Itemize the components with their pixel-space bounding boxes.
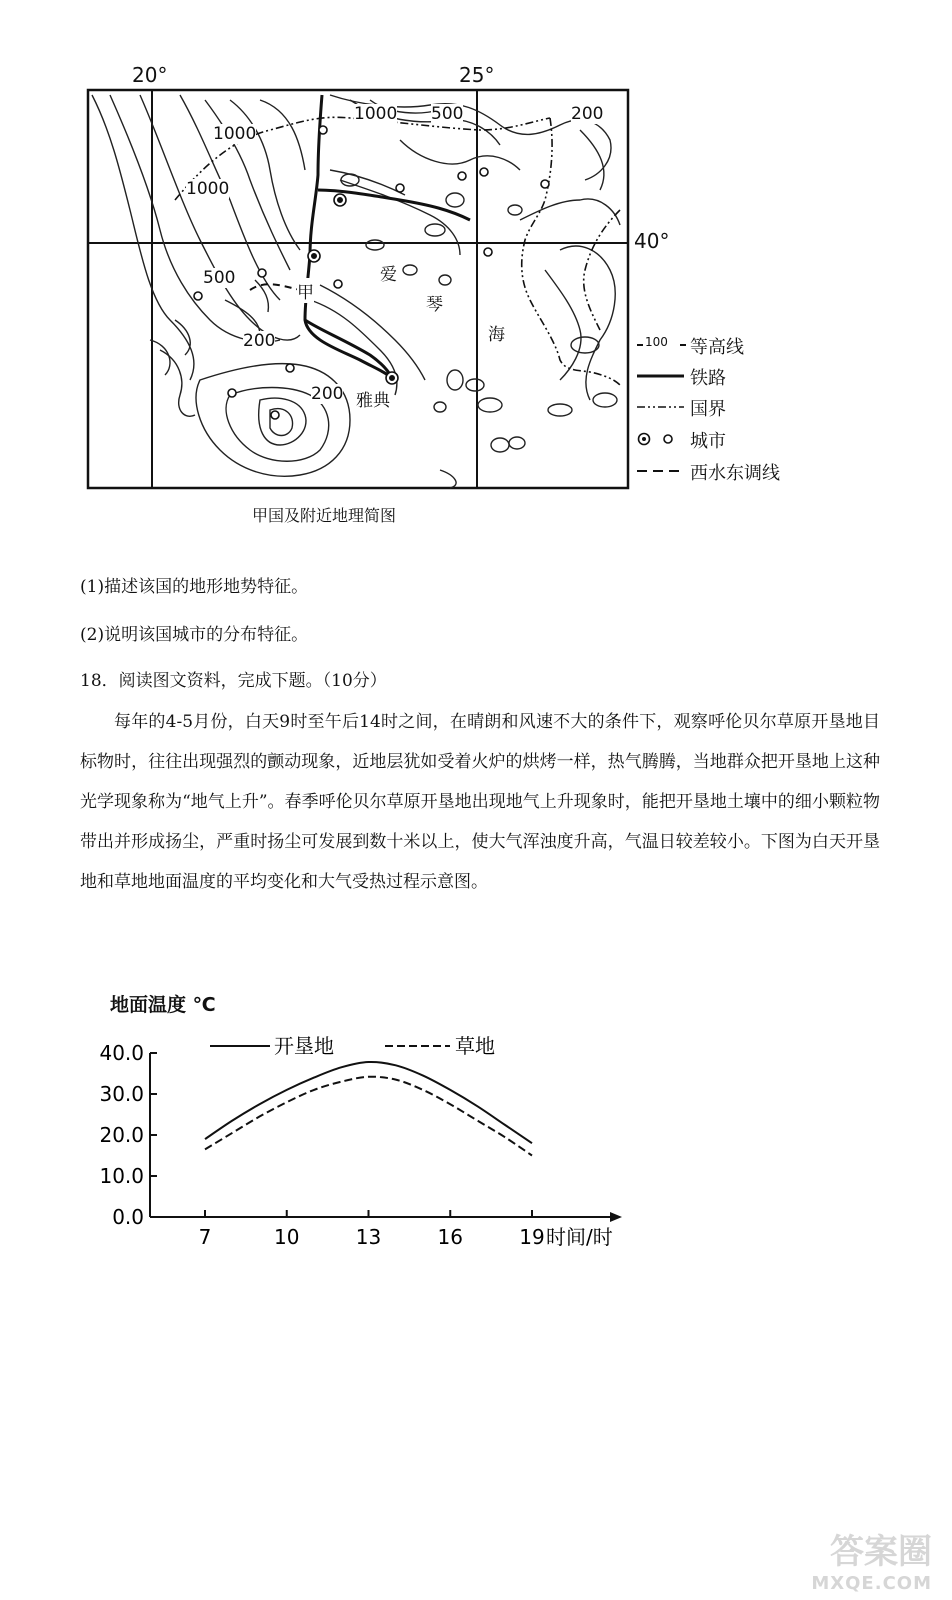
legend-symbols bbox=[637, 345, 686, 471]
question-2: (2)说明该国城市的分布特征。 bbox=[80, 625, 309, 645]
y-tick-label: 10.0 bbox=[99, 1164, 144, 1188]
water-transfer-line bbox=[250, 284, 300, 290]
y-tick-label: 0.0 bbox=[112, 1205, 144, 1229]
contour-label: 200 bbox=[243, 331, 276, 351]
contour-label: 200 bbox=[571, 104, 604, 124]
question-18-text: 每年的4-5月份，白天9时至午后14时之间，在晴朗和风速不大的条件下，观察呼伦贝尔草原开垦地目标物时，往往出现强烈的颤动现象，近地层犹如受着火炉的烘烤一样，热气腾腾，当地群众把开垦地上这种光学现象称为“地气上升”。春季呼伦贝尔草原开垦地出现地气上升现象时，能把开垦地土壤中的细小颗粒物带出并形成扬尘，严重时扬尘可发展到数十米以上，使大气浑浊度升高，气温日较差较小。下图为白天开垦地和草地地面温度的平均变化和大气受热过程示意图。 bbox=[80, 712, 880, 892]
sea-label: 爱 bbox=[380, 265, 397, 285]
x-tick-label: 16 bbox=[437, 1225, 463, 1249]
x-axis-label: 时间/时 bbox=[546, 1225, 613, 1249]
contour-label: 200 bbox=[311, 384, 344, 404]
legend-label: 开垦地 bbox=[274, 1034, 334, 1058]
y-tick-label: 40.0 bbox=[99, 1041, 144, 1065]
contour-label: 500 bbox=[431, 104, 464, 124]
contour-label: 1000 bbox=[213, 124, 257, 144]
x-tick-label: 19 bbox=[519, 1225, 545, 1249]
watermark-logo: 答案圈 bbox=[830, 1532, 932, 1572]
lon-25-label: 25° bbox=[459, 63, 495, 87]
contour-lines bbox=[92, 95, 620, 488]
x-tick-label: 10 bbox=[274, 1225, 300, 1249]
y-tick-label: 30.0 bbox=[99, 1082, 144, 1106]
legend-border-label: 国界 bbox=[690, 399, 726, 420]
contour-label: 1000 bbox=[186, 179, 230, 199]
question-18-title: 18．阅读图文资料，完成下题。（10分） bbox=[80, 671, 387, 691]
legend-water-transfer-label: 西水东调线 bbox=[690, 463, 780, 484]
contour-label: 500 bbox=[203, 268, 236, 288]
lat-40-label: 40° bbox=[634, 229, 670, 253]
railway-lines bbox=[305, 95, 470, 378]
sea-label: 琴 bbox=[426, 295, 443, 315]
x-axis-arrow bbox=[610, 1212, 622, 1222]
chart-plot bbox=[0, 1020, 700, 1260]
legend-city-label: 城市 bbox=[690, 431, 726, 452]
legend-contour-sample: 100 bbox=[645, 335, 668, 349]
question-1: (1)描述该国的地形地势特征。 bbox=[80, 577, 309, 597]
map-frame bbox=[88, 90, 628, 488]
series-line-reclaimed-land bbox=[205, 1062, 532, 1143]
country-label: 甲 bbox=[297, 278, 314, 303]
border-lines bbox=[175, 117, 620, 385]
legend-railway-label: 铁路 bbox=[690, 368, 726, 389]
watermark bbox=[811, 1524, 932, 1594]
watermark-url: MXQE.COM bbox=[811, 1573, 932, 1594]
sea-label: 海 bbox=[488, 325, 505, 345]
x-tick-label: 13 bbox=[355, 1225, 382, 1249]
city-markers bbox=[194, 126, 549, 419]
contour-label: 1000 bbox=[354, 104, 398, 124]
capital-label: 雅典 bbox=[356, 386, 390, 411]
lon-20-label: 20° bbox=[132, 63, 168, 87]
chart-ylabel: 地面温度 ℃ bbox=[110, 994, 216, 1016]
legend-contour-label: 等高线 bbox=[690, 337, 744, 358]
series-line-grassland bbox=[205, 1077, 532, 1156]
x-tick-label: 7 bbox=[198, 1225, 212, 1249]
map-caption: 甲国及附近地理简图 bbox=[252, 506, 397, 525]
legend-label: 草地 bbox=[455, 1034, 495, 1058]
y-tick-label: 20.0 bbox=[99, 1123, 144, 1147]
